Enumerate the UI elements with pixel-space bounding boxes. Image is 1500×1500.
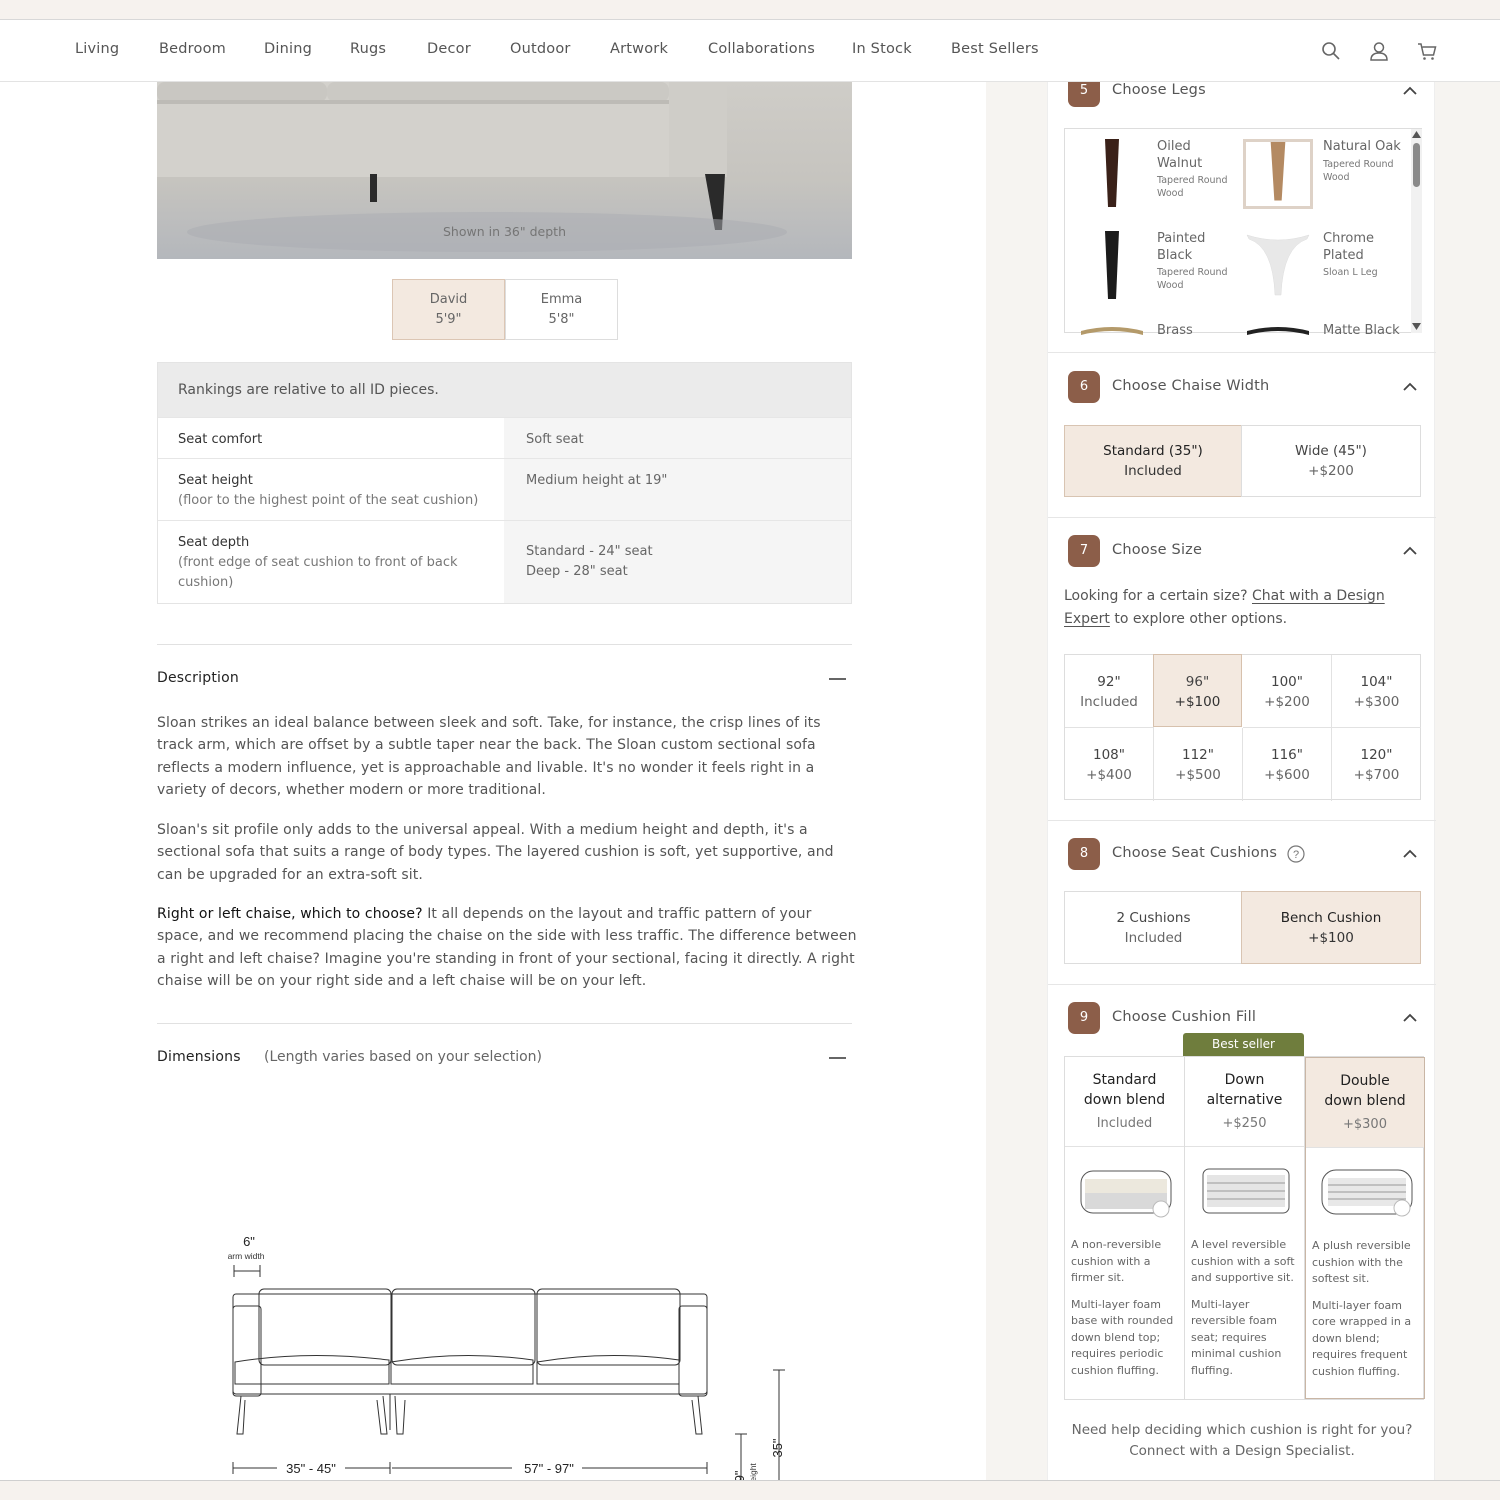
fill-details: Multi-layer foam core wrapped in a down blend; requires frequent cushion fluffing. [1312,1298,1412,1378]
sofa-width-value: 57" - 97" [524,1461,574,1476]
fill-summary: A plush reversible cushion with the softest sit. [1312,1239,1411,1285]
option-price: +$200 [1308,463,1354,479]
row-label: Seat comfort [178,432,263,447]
account-icon[interactable] [1368,40,1390,62]
leg-type: Tapered Round Wood [1157,175,1228,199]
fill-option-down-alternative[interactable] [1185,1057,1305,1399]
legs-scrollbar[interactable] [1411,129,1422,333]
step-title: Choose Cushion Fill [1112,1009,1257,1025]
divider [1048,984,1436,985]
leg-type: Tapered Round Wood [1323,158,1394,183]
oiled-walnut-leg-image [1077,139,1147,209]
cushion-fill-table [1064,1056,1424,1400]
leg-name: Chrome Plated [1323,231,1374,263]
nav-decor[interactable]: Decor [427,41,471,57]
step-number: 7 [1068,535,1100,567]
size-option-92[interactable] [1065,655,1154,728]
total-height-value: 35" [770,1438,785,1458]
option-label: 120" [1360,747,1393,763]
help-icon[interactable] [1287,845,1305,863]
fill-option-header[interactable] [1185,1057,1304,1147]
double-down-cushion-image [1320,1166,1414,1218]
size-help-text [1064,585,1424,630]
table-row [158,458,851,520]
table-row [158,417,851,458]
nav-artwork[interactable]: Artwork [610,41,669,57]
step-fill-header[interactable] [1068,1002,1420,1034]
option-label: 96" [1185,674,1210,690]
fill-name: Down alternative [1206,1072,1283,1108]
option-label: Wide (45") [1295,443,1367,459]
leg-option-painted-black[interactable] [1071,231,1241,317]
cushion-bench-option[interactable] [1241,891,1421,964]
description-title[interactable]: Description [157,670,239,686]
option-label: Standard (35") [1103,443,1203,459]
leg-name: Oiled Walnut [1157,139,1203,171]
dimensions-note: (Length varies based on your selection) [264,1049,542,1065]
description-paragraph [157,903,857,993]
cushion-help-text [1048,1420,1436,1462]
option-price: +$100 [1308,930,1354,946]
configurator-pane [1047,82,1435,1480]
size-option-100[interactable] [1243,655,1332,728]
dimensions-collapse-icon[interactable] [829,1057,846,1059]
product-photo [157,82,852,259]
row-label: Seat depth [178,535,250,550]
fill-option-double-down[interactable] [1305,1057,1425,1399]
option-label: 92" [1097,674,1121,690]
row-value: Deep - 28" seat [526,564,628,579]
rankings-header: Rankings are relative to all ID pieces. [158,363,851,417]
leg-name: Painted Black [1157,231,1206,263]
nav-in-stock[interactable]: In Stock [852,41,912,57]
scrollbar-thumb[interactable] [1413,143,1420,187]
option-label: 100" [1271,674,1303,690]
step-title: Choose Legs [1112,82,1206,98]
option-price: Included [1080,694,1138,710]
divider [1048,820,1436,821]
fill-details: Multi-layer reversible foam seat; requires minimal cushion fluffing. [1191,1297,1282,1377]
svg-text:?: ? [1292,849,1300,861]
fill-name: Double down blend [1324,1073,1406,1109]
nav-outdoor[interactable]: Outdoor [510,41,571,57]
size-option-108[interactable] [1065,728,1154,801]
description-collapse-icon[interactable] [829,678,846,680]
search-icon[interactable] [1320,40,1342,62]
leg-option-oiled-walnut[interactable] [1071,139,1241,225]
fill-details: Multi-layer foam base with rounded down blend top; requires periodic cushion fluffing. [1071,1297,1174,1377]
step-title: Choose Chaise Width [1112,378,1270,394]
person-emma-toggle[interactable] [505,279,618,340]
fill-summary: A level reversible cushion with a soft and supportive sit. [1191,1238,1295,1284]
option-label: 116" [1271,747,1303,763]
help-line: Need help deciding which cushion is right for you? [1071,1422,1413,1438]
nav-living[interactable]: Living [75,41,120,57]
nav-dining[interactable]: Dining [264,41,313,57]
leg-option-natural-oak[interactable] [1237,139,1407,225]
chevron-up-icon[interactable] [1400,81,1420,101]
option-price: +$400 [1086,767,1132,783]
chaise-wide-option[interactable] [1241,425,1421,497]
option-price: +$700 [1353,767,1400,783]
row-sublabel: (front edge of seat cushion to front of back cushion) [178,555,458,590]
step-chaise-header[interactable] [1068,371,1420,403]
fill-option-header[interactable] [1306,1058,1424,1148]
chevron-up-icon[interactable] [1400,1008,1420,1028]
description-paragraph: Sloan strikes an ideal balance between sleek and soft. Take, for instance, the crisp lines of its track arm, which are offset by a subtle taper near the back. The Sloan custom sectional sofa reflects a modern influence, yet is approachable and livable. It's no wonder it feels right in a variety of decors, whether modern or more traditional. [157,715,821,799]
step-title: Choose Size [1112,542,1203,558]
row-value: Medium height at 19" [526,473,668,488]
cushion-two-option[interactable] [1064,891,1243,964]
step-size-header[interactable] [1068,535,1420,567]
step-title: Choose Seat Cushions [1112,845,1278,861]
divider [1048,517,1436,518]
fill-summary: A non-reversible cushion with a firmer sit. [1071,1238,1162,1284]
row-value: Soft seat [526,432,584,447]
step-number: 9 [1068,1002,1100,1034]
product-details-pane [0,82,986,1480]
leg-type: Sloan L Leg [1323,267,1378,278]
step-number: 6 [1068,371,1100,403]
person-height: 5'9" [435,312,462,327]
top-navigation [0,20,1500,82]
chrome-plated-leg-image [1243,231,1313,301]
leg-option-chrome-plated[interactable] [1237,231,1407,317]
scroll-up-arrow-icon[interactable] [1412,131,1421,138]
person-name: David [429,292,468,307]
divider [157,644,852,645]
leg-type: Tapered Round Wood [1157,267,1228,291]
option-label: 104" [1360,674,1393,690]
chaise-question: Right or left chaise, which to choose? [157,906,423,922]
leg-name: Brass [1157,323,1193,338]
fill-option-standard[interactable] [1065,1057,1185,1399]
cart-icon[interactable] [1416,40,1438,62]
fill-option-header[interactable] [1065,1057,1184,1147]
person-height: 5'8" [548,312,575,327]
chaise-answer: It all depends on the layout and traffic pattern of your space, and we recommend placing the chaise on the side with less traffic. The difference between a right and left chaise? Imagine you're standing in front of your sectional, facing it directly. A right chaise will be on your right side and a left chaise will be on your left. [157,906,857,990]
width-dimensions [157,1452,837,1482]
natural-oak-leg-image [1243,139,1313,209]
description-paragraph: Sloan's sit profile only adds to the universal appeal. With a medium height and depth, it's a sectional sofa that suits a range of body types. The layered cushion is soft, yet supportive, and can be upgraded for an extra-soft sit. [157,822,834,883]
size-option-104[interactable] [1332,655,1421,728]
person-david-toggle[interactable] [392,279,505,340]
size-option-96[interactable] [1153,654,1242,727]
option-price: +$600 [1264,767,1310,783]
row-label: Seat height [178,473,253,488]
option-label: 108" [1093,747,1125,763]
size-option-120[interactable] [1332,728,1421,801]
option-label: 2 Cushions [1116,910,1191,926]
row-value: Standard - 24" seat [526,544,653,559]
step-cushions-header[interactable] [1068,838,1420,870]
divider [157,1023,852,1024]
option-price: +$300 [1353,694,1400,710]
size-option-116[interactable] [1243,728,1332,801]
option-label: 112" [1182,747,1214,763]
seat-rankings-table [157,362,852,604]
size-help-prefix: Looking for a certain size? [1064,588,1252,604]
nav-rugs[interactable]: Rugs [350,41,387,57]
row-sublabel: (floor to the highest point of the seat cushion) [178,493,479,508]
leg-name: Natural Oak [1323,139,1401,154]
nav-collaborations[interactable]: Collaborations [708,41,815,57]
nav-best-sellers[interactable]: Best Sellers [951,41,1039,57]
option-label: Bench Cushion [1280,910,1382,926]
step-number: 8 [1068,838,1100,870]
size-help-suffix: to explore other options. [1109,610,1288,627]
legs-option-list[interactable] [1064,128,1422,338]
arm-width-label: arm width [227,1251,265,1261]
photo-caption: Shown in 36" depth [442,224,566,239]
table-row [158,520,851,603]
dimensions-diagram [157,1222,837,1480]
chevron-up-icon[interactable] [1400,377,1420,397]
option-price: +$100 [1174,694,1221,710]
step-number: 5 [1068,75,1100,107]
divider [1048,352,1436,353]
person-name: Emma [540,292,583,307]
chaise-width-value: 35" - 45" [286,1461,336,1476]
size-option-112[interactable] [1154,728,1243,801]
leg-name: Matte Black [1323,323,1400,338]
standard-down-cushion-image [1079,1165,1173,1217]
fill-price: Included [1096,1116,1153,1131]
browser-top-strip [0,0,1500,20]
fill-name: Standard down blend [1083,1072,1166,1108]
chevron-up-icon[interactable] [1400,541,1420,561]
fill-price: +$300 [1343,1117,1387,1132]
best-seller-badge: Best seller [1183,1033,1304,1056]
painted-black-leg-image [1077,231,1147,301]
design-expert-link[interactable]: Chat with a Design Expert [1064,588,1385,627]
down-alternative-cushion-image [1199,1165,1293,1217]
browser-bottom-strip [0,1480,1500,1500]
nav-bedroom[interactable]: Bedroom [159,41,226,57]
scroll-down-arrow-icon[interactable] [1412,323,1421,330]
option-price: +$200 [1264,694,1310,710]
design-specialist-link[interactable]: Connect with a Design Specialist. [1129,1443,1355,1459]
size-options-grid [1064,654,1421,800]
chaise-standard-option[interactable] [1064,425,1242,497]
option-price: Included [1124,930,1183,946]
dimensions-title[interactable]: Dimensions [157,1049,241,1065]
arm-width-value: 6" [243,1234,255,1249]
option-price: +$500 [1175,767,1221,783]
fill-price: +$250 [1222,1116,1267,1131]
chevron-up-icon[interactable] [1400,844,1420,864]
option-price: Included [1124,463,1182,479]
